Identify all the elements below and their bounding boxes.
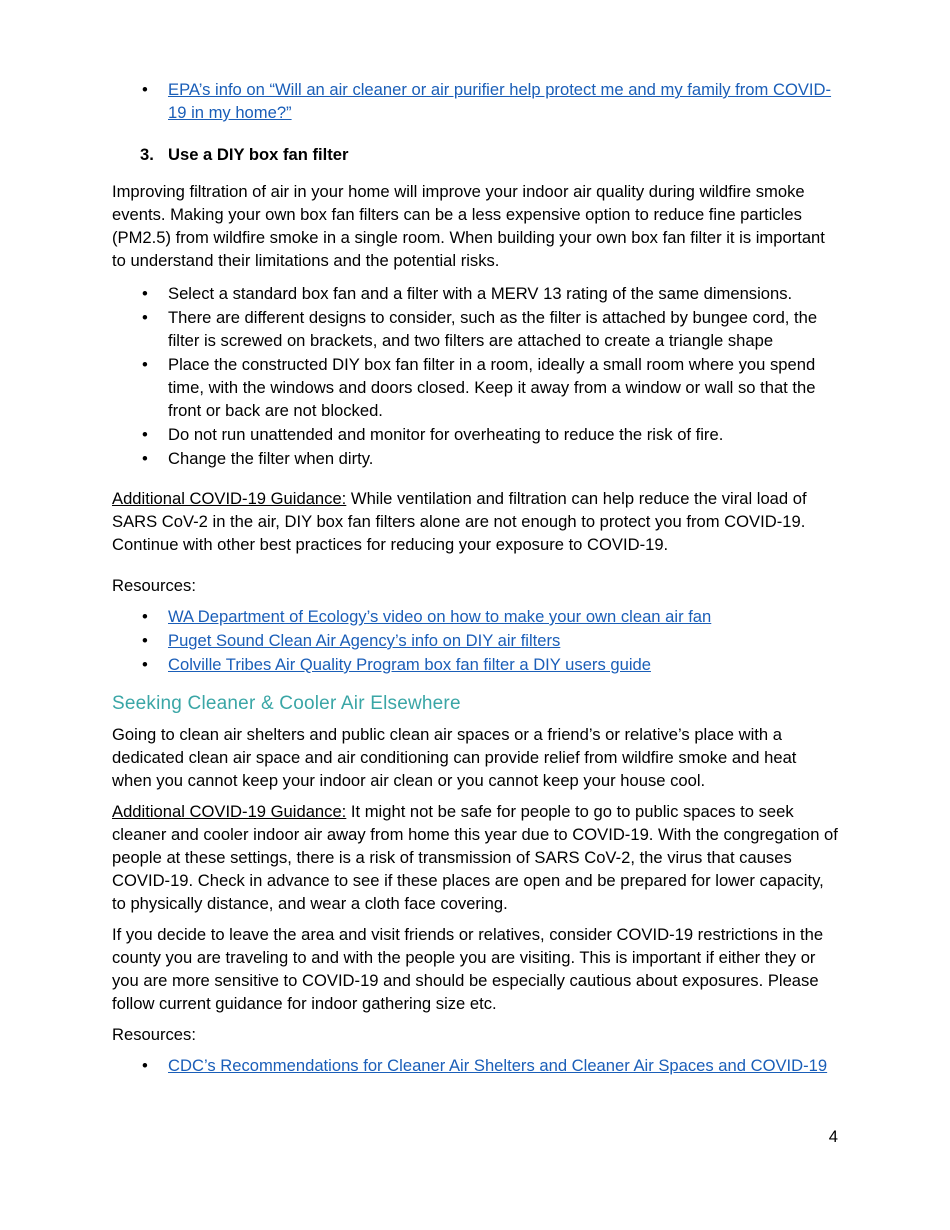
bullet: • (142, 355, 148, 374)
bullet: • (142, 607, 148, 626)
bullet: • (142, 80, 148, 99)
bullet: • (142, 1056, 148, 1075)
section-number: 3. (140, 145, 154, 164)
list-item-text: Do not run unattended and monitor for overheating to reduce the risk of fire. (168, 425, 724, 444)
bullet: • (142, 425, 148, 444)
covid-guidance-text: While ventilation and filtration can help reduce the viral load of SARS CoV-2 in the air, DIY box fan filters alone are not enough to protect you from COVID-19. Continue with other best practices for reducing your exposure to COVID-19. (112, 489, 807, 554)
list-item (112, 282, 840, 305)
resources-list (112, 605, 840, 676)
section-3-intro: Improving filtration of air in your home will improve your indoor air quality during wildfire smoke events. Making your own box fan filters can be a less expensive option to reduce fine particles (PM2.5) from wildfire smoke in a single room. When building your own box fan filter it is important to understand their limitations and the potential risks. (112, 182, 825, 270)
bullet: • (142, 308, 148, 327)
resources-list (112, 1054, 840, 1077)
travel-paragraph: If you decide to leave the area and visit friends or relatives, consider COVID-19 restrictions in the county you are traveling to and with the people you are visiting. This is important if either they or you are more sensitive to COVID-19 and should be especially cautious about exposures. Please follow current guidance for indoor gathering size etc. (112, 925, 824, 1013)
elsewhere-intro: Going to clean air shelters and public clean air spaces or a friend’s or relative’s place with a dedicated clean air space and air conditioning can provide relief from wildfire smoke and heat when you cannot keep your indoor air clean or you cannot keep your house cool. (112, 725, 797, 790)
covid-guidance-label: Additional COVID-19 Guidance: (112, 489, 347, 508)
list-item-text: There are different designs to consider, such as the filter is attached by bungee cord, the filter is screwed on brackets, and two filters are attached to create a triangle shape (168, 308, 818, 350)
covid-guidance-paragraph (112, 800, 840, 915)
covid-guidance-label: Additional COVID-19 Guidance: (112, 802, 347, 821)
list-item (112, 447, 840, 470)
list-item (112, 306, 840, 352)
list-item (112, 653, 840, 676)
covid-guidance-text: It might not be safe for people to go to public spaces to seek cleaner and cooler indoor air away from home this year due to COVID-19. With the congregation of people at these settings, there is a risk of transmission of SARS CoV-2, the virus that causes COVID-19. Check in advance to see if these places are open and be prepared for lower capacity, to physically distance, and wear a cloth face covering. (112, 802, 838, 913)
list-item (112, 1054, 840, 1077)
page-number: 4 (828, 1127, 838, 1146)
pscaa-diy-filters-link[interactable]: Puget Sound Clean Air Agency’s info on DIY air filters (168, 631, 561, 650)
section-title-text: Use a DIY box fan filter (168, 145, 349, 164)
list-item (112, 605, 840, 628)
list-item (112, 353, 840, 422)
ecology-video-link[interactable]: WA Department of Ecology’s video on how to make your own clean air fan (168, 607, 712, 626)
epa-air-cleaner-link[interactable]: EPA’s info on “Will an air cleaner or air purifier help protect me and my family from COVID-19 in my home?” (168, 80, 832, 122)
covid-guidance-paragraph (112, 487, 840, 556)
list-item-text: Change the filter when dirty. (168, 449, 374, 468)
bullet: • (142, 449, 148, 468)
list-item (112, 78, 840, 124)
list-item (112, 423, 840, 446)
list-item (112, 629, 840, 652)
list-item-text: Select a standard box fan and a filter with a MERV 13 rating of the same dimensions. (168, 284, 793, 303)
list-item-text: Place the constructed DIY box fan filter in a room, ideally a small room where you spend time, with the windows and doors closed. Keep it away from a window or wall so that the front or back are not blocked. (168, 355, 816, 420)
bullet: • (142, 284, 148, 303)
top-links-list (112, 78, 840, 124)
bullet: • (142, 631, 148, 650)
bullet: • (142, 655, 148, 674)
resources-label: Resources: (112, 1025, 196, 1044)
diy-steps-list (112, 282, 840, 470)
cdc-recommendations-link[interactable]: CDC’s Recommendations for Cleaner Air Shelters and Cleaner Air Spaces and COVID-19 (168, 1056, 828, 1075)
section-heading: Seeking Cleaner & Cooler Air Elsewhere (112, 693, 461, 714)
section-3-title (112, 143, 840, 166)
page-content (112, 78, 840, 1078)
resources-label: Resources: (112, 576, 196, 595)
colville-guide-link[interactable]: Colville Tribes Air Quality Program box fan filter a DIY users guide (168, 655, 651, 674)
